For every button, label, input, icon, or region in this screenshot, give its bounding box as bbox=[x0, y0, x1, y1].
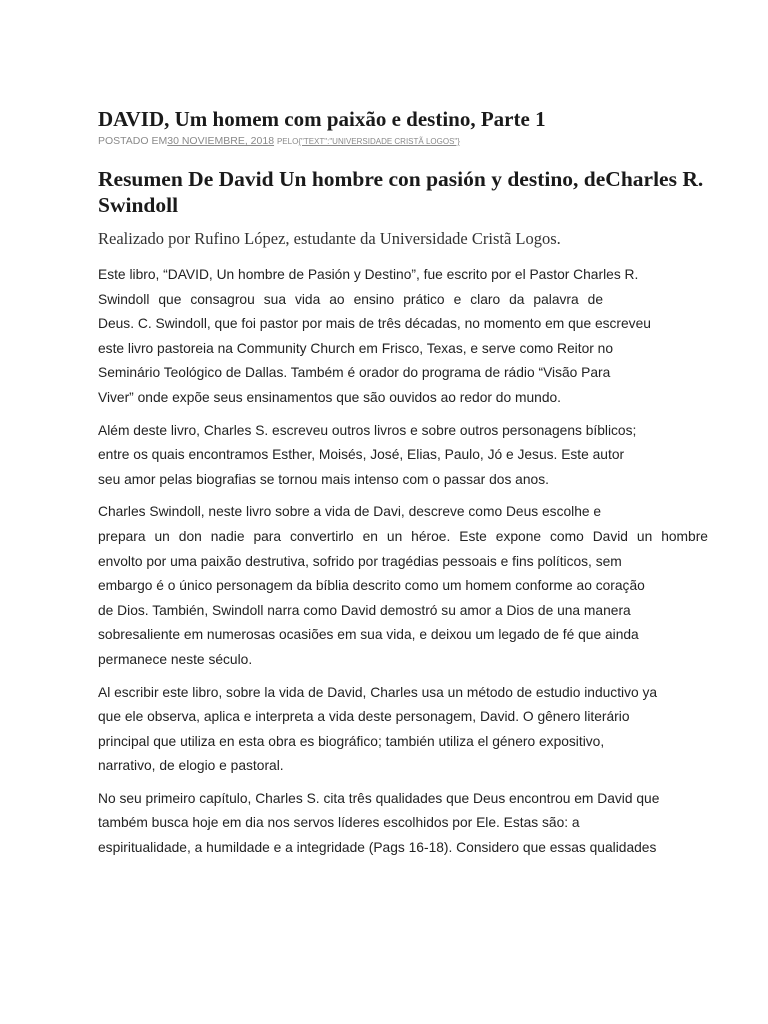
text-line: embargo é o único personagem da bíblia descrito como um homem conforme ao coração bbox=[98, 578, 645, 594]
byline: Realizado por Rufino López, estudante da Universidade Cristã Logos. bbox=[98, 229, 561, 248]
text-line: Viver” onde expõe seus ensinamentos que são ouvidos ao redor do mundo. bbox=[98, 389, 562, 405]
text-line: Seminário Teológico de Dallas. Também é orador do programa de rádio “Visão Para bbox=[98, 365, 611, 381]
text-line: narrativo, de elogio e pastoral. bbox=[98, 758, 284, 774]
post-title: DAVID, Um homem com paixão e destino, Parte 1 bbox=[98, 107, 546, 131]
posted-prefix: POSTADO EM bbox=[98, 135, 168, 147]
text-line: este livro pastoreia na Community Church em Frisco, Texas, e serve como Reitor no bbox=[98, 340, 614, 356]
by-prefix: PELO bbox=[276, 137, 299, 146]
text-line: permanece neste século. bbox=[98, 651, 253, 667]
text-line: Charles Swindoll, neste livro sobre a vida de Davi, descreve como Deus escolhe e bbox=[98, 504, 602, 520]
text-line: de Dios. También, Swindoll narra como David demostró su amor a Dios de una manera bbox=[98, 602, 631, 618]
post-meta bbox=[98, 134, 708, 149]
text-line: prepara un don nadie para convertirlo en un héroe. Este expone como David un hombre bbox=[98, 528, 708, 544]
text-line: Este libro, “DAVID, Un hombre de Pasión y Destino”, fue escrito por el Pastor Charles R. bbox=[98, 267, 639, 282]
text-line: sobresaliente em numerosas ocasiões em sua vida, e deixou um legado de fé que ainda bbox=[98, 627, 639, 643]
text-line: seu amor pelas biografias se tornou mais intenso com o passar dos anos. bbox=[98, 471, 549, 487]
paragraph-5 bbox=[98, 787, 708, 861]
text-line: espiritualidade, a humildade e a integridade (Pags 16-18). Considero que essas qualidades bbox=[98, 840, 657, 856]
paragraph-2 bbox=[98, 419, 708, 493]
text-line: Swindoll que consagrou sua vida ao ensino prático e claro da palavra de bbox=[98, 291, 603, 307]
text-line: Deus. C. Swindoll, que foi pastor por mais de três décadas, no momento em que escreveu bbox=[98, 316, 651, 332]
summary-heading: Resumen De David Un hombre con pasión y destino, deCharles R. Swindoll bbox=[98, 167, 704, 217]
text-line: que ele observa, aplica e interpreta a vida deste personagem, David. O gênero literário bbox=[98, 709, 630, 725]
text-line: envolto por uma paixão destrutiva, sofrido por tragédias pessoais e fins políticos, sem bbox=[98, 553, 622, 569]
text-line: Al escribir este libro, sobre la vida de David, Charles usa un método de estudio inductivo ya bbox=[98, 684, 658, 700]
article-body bbox=[98, 263, 708, 861]
paragraph-1 bbox=[98, 263, 708, 411]
paragraph-4 bbox=[98, 681, 708, 779]
article bbox=[98, 104, 708, 869]
text-line: também busca hoje em dia nos servos líderes escolhidos por Ele. Estas são: a bbox=[98, 815, 580, 831]
text-line: principal que utiliza en esta obra es biográfico; también utiliza el género expositivo, bbox=[98, 733, 605, 749]
paragraph-3 bbox=[98, 500, 708, 672]
text-line: Além deste livro, Charles S. escreveu outros livros e sobre outros personagens bíblicos; bbox=[98, 422, 637, 438]
post-date-link[interactable]: 30 NOVIEMBRE, 2018 bbox=[167, 135, 275, 147]
author-link[interactable]: {"TEXT":"UNIVERSIDADE CRISTÃ LOGOS"} bbox=[298, 137, 460, 146]
text-line: entre os quais encontramos Esther, Moisés, José, Elias, Paulo, Jó e Jesus. Este autor bbox=[98, 447, 625, 463]
text-line: No seu primeiro capítulo, Charles S. cita três qualidades que Deus encontrou em David que bbox=[98, 790, 660, 806]
